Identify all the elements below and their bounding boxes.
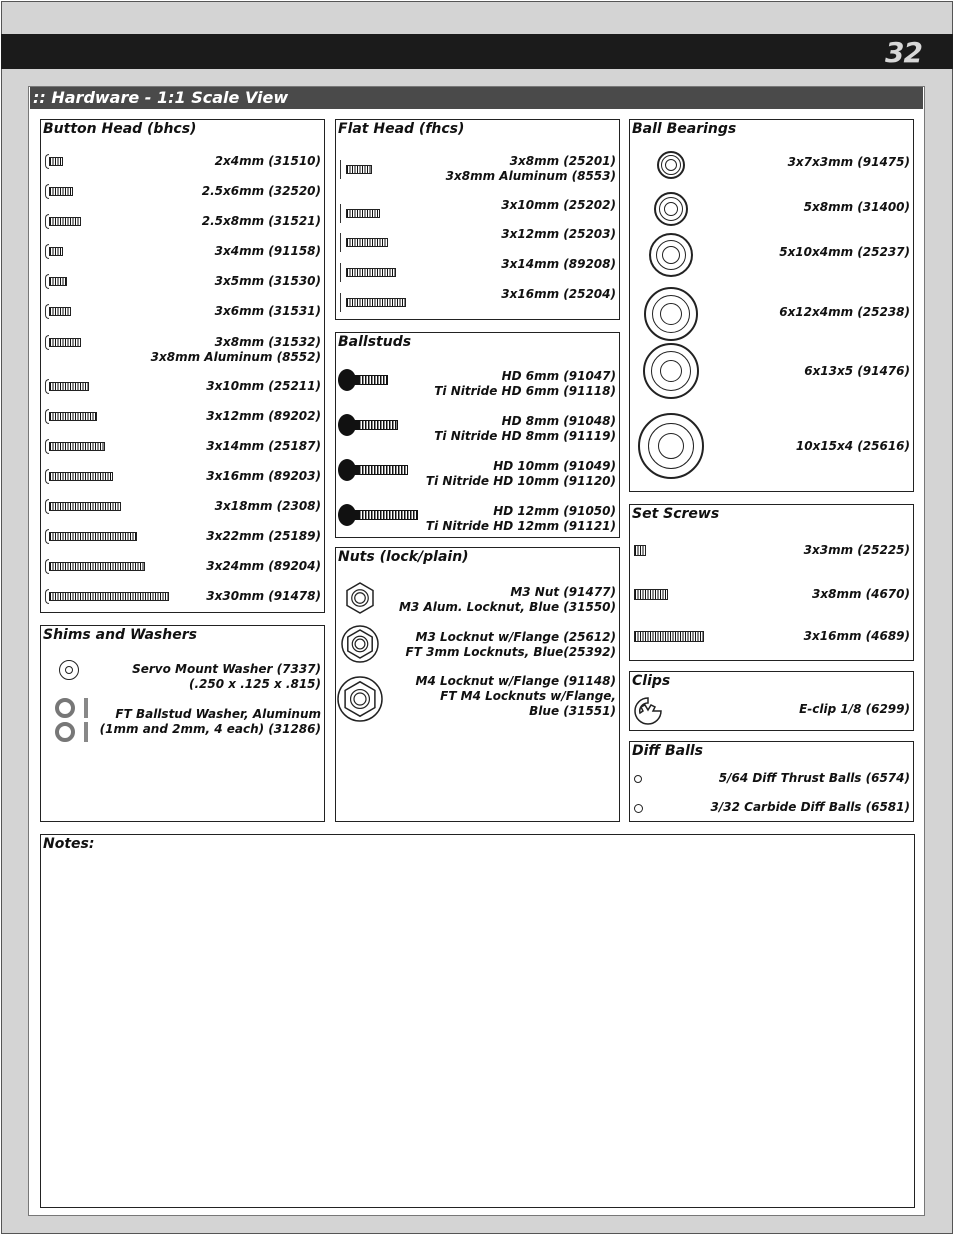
ball-bearing-icon bbox=[649, 233, 693, 277]
button-head-screw-icon bbox=[45, 157, 65, 166]
clips-panel bbox=[629, 671, 914, 731]
ball-bearing-label bbox=[804, 200, 910, 215]
shim-label-line2: (.250 x .125 x .815) bbox=[189, 677, 321, 691]
ballstud-icon bbox=[338, 414, 400, 436]
diff-ball-label-line1: 3/32 Carbide Diff Balls (6581) bbox=[710, 800, 910, 814]
washer-side-icon bbox=[84, 698, 88, 718]
button-head-label bbox=[206, 529, 321, 544]
section-title: :: Hardware - 1:1 Scale View bbox=[33, 88, 289, 107]
nut-label-line2: FT M4 Locknuts w/Flange, bbox=[440, 689, 616, 703]
button-head-label-line1: 3x14mm (25187) bbox=[206, 439, 321, 453]
washer-icon bbox=[59, 660, 79, 680]
ball-bearing-label-line1: 5x8mm (31400) bbox=[803, 200, 910, 214]
ballstud-washer-icon bbox=[55, 698, 75, 718]
button-head-label-line1: 3x10mm (25211) bbox=[206, 379, 321, 393]
button-head-label bbox=[215, 154, 321, 169]
nut-label bbox=[416, 674, 617, 719]
flat-head-label-line1: 3x10mm (25202) bbox=[501, 198, 616, 212]
shims-title: Shims and Washers bbox=[43, 627, 197, 643]
button-head-label bbox=[151, 335, 321, 365]
nut-label bbox=[399, 585, 616, 615]
set-screw-label-line1: 3x8mm (4670) bbox=[812, 587, 910, 601]
ball-bearing-label bbox=[804, 364, 910, 379]
ball-bearing-label-line1: 5x10x4mm (25237) bbox=[779, 245, 910, 259]
notes-title: Notes: bbox=[43, 836, 95, 852]
washer-side-icon bbox=[84, 722, 88, 742]
flat-head-title: Flat Head (fhcs) bbox=[338, 121, 465, 137]
shim-label-line2: (1mm and 2mm, 4 each) (31286) bbox=[99, 722, 321, 736]
button-head-screw-icon bbox=[45, 562, 147, 571]
button-head-label-line1: 2.5x6mm (32520) bbox=[201, 184, 321, 198]
nut-label bbox=[406, 630, 616, 660]
button-head-label bbox=[215, 499, 321, 514]
ballstud-icon bbox=[338, 504, 420, 526]
ball-bearing-label-line1: 6x13x5 (91476) bbox=[804, 364, 910, 378]
ball-bearing-icon bbox=[638, 413, 704, 479]
ballstud-label bbox=[426, 504, 616, 534]
clips-title: Clips bbox=[632, 673, 671, 689]
flat-head-label bbox=[501, 257, 616, 272]
ball-bearing-icon bbox=[644, 287, 698, 341]
button-head-screw-icon bbox=[45, 247, 65, 256]
flat-head-label-line2: 3x8mm Aluminum (8553) bbox=[445, 169, 616, 183]
diff-ball-label bbox=[711, 800, 910, 815]
ball-bearing-label bbox=[779, 305, 910, 320]
ball-bearing-label bbox=[779, 245, 910, 260]
button-head-label-line1: 3x16mm (89203) bbox=[206, 469, 321, 483]
ball-bearing-icon bbox=[643, 343, 699, 399]
notes-panel bbox=[40, 834, 915, 1208]
button-head-label bbox=[206, 379, 321, 394]
ball-bearing-icon bbox=[657, 151, 685, 179]
flat-head-screw-icon bbox=[340, 165, 374, 174]
diff-balls-title: Diff Balls bbox=[632, 743, 703, 759]
button-head-title: Button Head (bhcs) bbox=[43, 121, 197, 137]
ballstud-label-line2: Ti Nitride HD 6mm (91118) bbox=[434, 384, 616, 398]
set-screw-icon bbox=[634, 545, 646, 556]
ballstud-label bbox=[434, 369, 616, 399]
ballstud-label-line2: Ti Nitride HD 8mm (91119) bbox=[434, 429, 616, 443]
button-head-label bbox=[206, 469, 321, 484]
button-head-screw-icon bbox=[45, 442, 107, 451]
diff-ball-label-line1: 5/64 Diff Thrust Balls (6574) bbox=[718, 771, 910, 785]
button-head-label-line1: 3x22mm (25189) bbox=[206, 529, 321, 543]
nut-label-line1: M3 Nut (91477) bbox=[510, 585, 616, 599]
ballstud-label-line1: HD 6mm (91047) bbox=[501, 369, 616, 383]
ballstud-label-line1: HD 8mm (91048) bbox=[501, 414, 616, 428]
button-head-label-line1: 2x4mm (31510) bbox=[214, 154, 321, 168]
set-screw-icon bbox=[634, 589, 668, 600]
flat-head-screw-icon bbox=[340, 268, 398, 277]
button-head-screw-icon bbox=[45, 412, 99, 421]
nut-icon bbox=[336, 675, 384, 723]
button-head-screw-icon bbox=[45, 338, 83, 347]
button-head-label bbox=[202, 184, 321, 199]
set-screw-label-line1: 3x3mm (25225) bbox=[803, 543, 910, 557]
button-head-label-line1: 3x5mm (31530) bbox=[214, 274, 321, 288]
button-head-label-line1: 3x8mm (31532) bbox=[214, 335, 321, 349]
diff-ball-label bbox=[719, 771, 910, 786]
ballstud-label-line1: HD 10mm (91049) bbox=[493, 459, 616, 473]
set-screw-icon bbox=[634, 631, 704, 642]
nut-label-line2: FT 3mm Locknuts, Blue(25392) bbox=[405, 645, 616, 659]
set-screw-label bbox=[804, 543, 910, 558]
button-head-label bbox=[206, 559, 321, 574]
button-head-label-line1: 3x24mm (89204) bbox=[206, 559, 321, 573]
flat-head-label bbox=[501, 287, 616, 302]
button-head-label bbox=[202, 214, 321, 229]
button-head-screw-icon bbox=[45, 382, 91, 391]
button-head-label bbox=[215, 304, 321, 319]
button-head-label bbox=[206, 409, 321, 424]
button-head-label-line1: 3x4mm (91158) bbox=[214, 244, 321, 258]
set-screws-title: Set Screws bbox=[632, 506, 720, 522]
clip-label bbox=[799, 702, 910, 717]
shim-label bbox=[132, 662, 321, 692]
shim-label bbox=[100, 707, 321, 737]
ball-bearings-title: Ball Bearings bbox=[632, 121, 737, 137]
set-screw-label bbox=[804, 629, 910, 644]
button-head-screw-icon bbox=[45, 592, 171, 601]
button-head-screw-icon bbox=[45, 307, 73, 316]
set-screw-label-line1: 3x16mm (4689) bbox=[803, 629, 910, 643]
button-head-screw-icon bbox=[45, 277, 69, 286]
ball-bearing-label-line1: 6x12x4mm (25238) bbox=[779, 305, 910, 319]
ball-bearing-icon bbox=[654, 192, 688, 226]
nut-label-line1: M3 Locknut w/Flange (25612) bbox=[415, 630, 616, 644]
ballstud-label-line2: Ti Nitride HD 12mm (91121) bbox=[425, 519, 616, 533]
button-head-label-line1: 3x18mm (2308) bbox=[214, 499, 321, 513]
nut-icon bbox=[340, 624, 380, 664]
ballstud-washer-icon bbox=[55, 722, 75, 742]
flat-head-label-line1: 3x14mm (89208) bbox=[501, 257, 616, 271]
diff-ball-icon bbox=[634, 804, 643, 813]
button-head-label bbox=[215, 244, 321, 259]
flat-head-label bbox=[501, 227, 616, 242]
diff-ball-icon bbox=[634, 775, 642, 783]
ballstud-label-line2: Ti Nitride HD 10mm (91120) bbox=[425, 474, 616, 488]
button-head-label-line1: 3x30mm (91478) bbox=[206, 589, 321, 603]
button-head-label bbox=[215, 274, 321, 289]
ballstuds-title: Ballstuds bbox=[338, 334, 412, 350]
ballstud-label-line1: HD 12mm (91050) bbox=[493, 504, 616, 518]
ballstud-icon bbox=[338, 459, 410, 481]
nut-label-line1: M4 Locknut w/Flange (91148) bbox=[415, 674, 616, 688]
ball-bearing-label bbox=[796, 439, 910, 454]
button-head-screw-icon bbox=[45, 532, 139, 541]
ball-bearing-label-line1: 3x7x3mm (91475) bbox=[787, 155, 910, 169]
nut-icon bbox=[343, 581, 377, 615]
nut-label-line2: M3 Alum. Locknut, Blue (31550) bbox=[398, 600, 616, 614]
button-head-screw-icon bbox=[45, 217, 83, 226]
button-head-label bbox=[206, 589, 321, 604]
clip-label-line1: E-clip 1/8 (6299) bbox=[799, 702, 910, 716]
button-head-screw-icon bbox=[45, 187, 75, 196]
set-screw-label bbox=[812, 587, 910, 602]
flat-head-screw-icon bbox=[340, 209, 382, 218]
ball-bearing-label-line1: 10x15x4 (25616) bbox=[795, 439, 910, 453]
ball-bearing-label bbox=[788, 155, 910, 170]
ballstud-label bbox=[434, 414, 616, 444]
shim-label-line1: Servo Mount Washer (7337) bbox=[132, 662, 321, 676]
ballstud-icon bbox=[338, 369, 390, 391]
flat-head-label bbox=[501, 198, 616, 213]
shim-label-line1: FT Ballstud Washer, Aluminum bbox=[115, 707, 321, 721]
button-head-label-line1: 3x12mm (89202) bbox=[206, 409, 321, 423]
flat-head-label-line1: 3x8mm (25201) bbox=[509, 154, 616, 168]
header-bar bbox=[1, 34, 953, 69]
button-head-label-line1: 3x6mm (31531) bbox=[214, 304, 321, 318]
nut-label-line3: Blue (31551) bbox=[529, 704, 616, 718]
button-head-label-line2: 3x8mm Aluminum (8552) bbox=[150, 350, 321, 364]
flat-head-screw-icon bbox=[340, 298, 408, 307]
flat-head-label-line1: 3x16mm (25204) bbox=[501, 287, 616, 301]
page-number: 32 bbox=[885, 36, 922, 69]
button-head-screw-icon bbox=[45, 472, 115, 481]
flat-head-screw-icon bbox=[340, 238, 390, 247]
button-head-label-line1: 2.5x8mm (31521) bbox=[201, 214, 321, 228]
ballstud-label bbox=[426, 459, 616, 489]
button-head-label bbox=[206, 439, 321, 454]
flat-head-label-line1: 3x12mm (25203) bbox=[501, 227, 616, 241]
e-clip-icon bbox=[633, 696, 663, 726]
button-head-screw-icon bbox=[45, 502, 123, 511]
nuts-title: Nuts (lock/plain) bbox=[338, 549, 469, 565]
flat-head-label bbox=[446, 154, 616, 184]
